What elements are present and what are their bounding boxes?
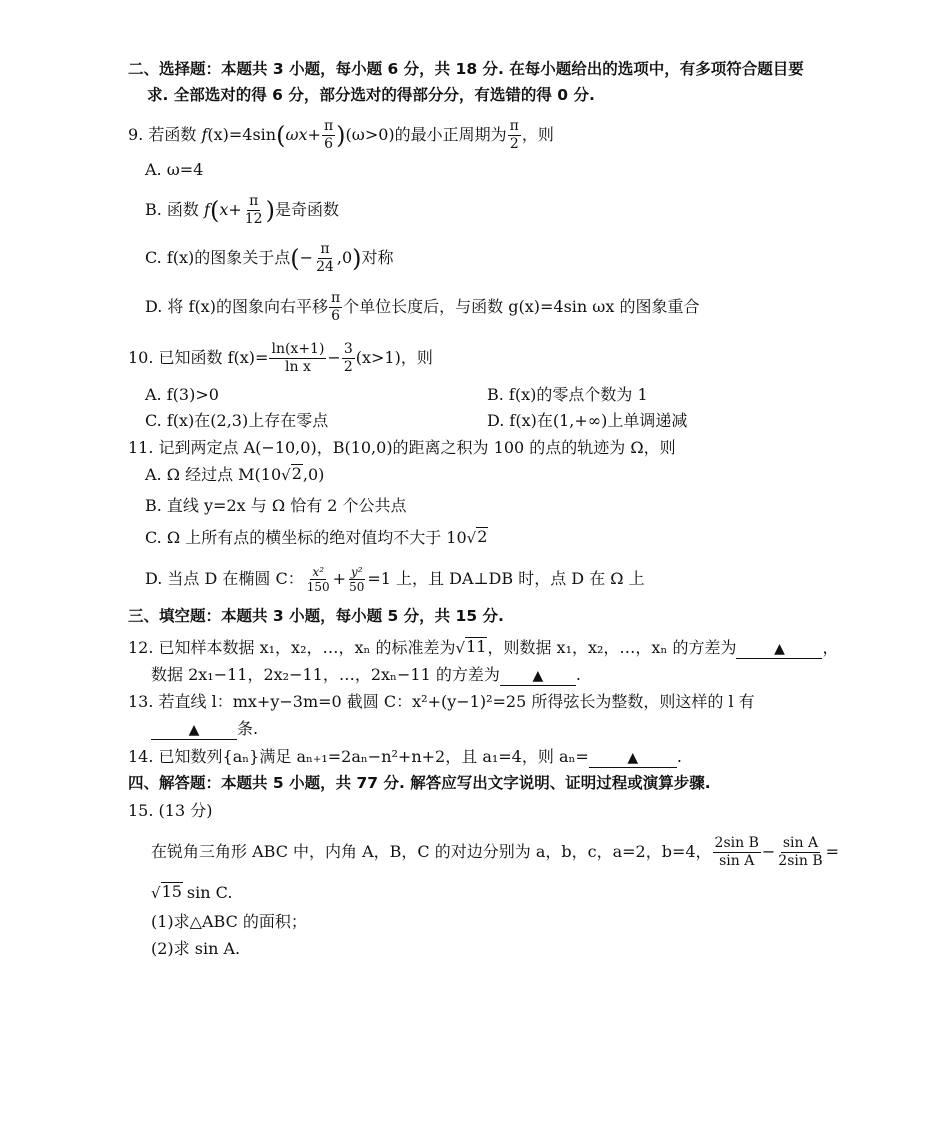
q9-option-b: B. 函数 f(x+ $\frac{\pi}{12}$ )是奇函数 [145,193,339,227]
question-14: 14. 已知数列{aₙ}满足 aₙ₊₁=2aₙ−n²+n+2，且 a₁=4，则 aₙ= ▲ . [128,747,682,766]
q12-sqrt: √ 11 [455,637,487,657]
question-15-stem-line1: 在锐角三角形 ABC 中，内角 A，B，C 的对边分别为 a，b，c，a=2，b=4， $\frac{\text{2sin B}}{\text{sin A}}$ − $\frac{\text{sin A}}{\text{2sin B}}$ = [151,835,840,869]
question-13-line1: 13. 若直线 l：mx+y−3m=0 截圆 C：x²+(y−1)²=25 所得弦长为整数，则这样的 l 有 [128,692,755,711]
section-2-header: 二、选择题：本题共 3 小题，每小题 6 分，共 18 分. 在每小题给出的选项中，有多项符合题目要 [128,60,804,78]
q12-answer-blank-2[interactable]: ▲ [500,666,576,686]
q11-option-d: D. 当点 D 在椭圆 C： $\frac{\text{x²}}{150}$ + $\frac{\text{y²}}{50}$ =1 上，且 DA⊥DB 时，点 D 在 Ω 上 [145,565,645,594]
q9-f: f [201,125,208,144]
question-15-score: 15. (13 分) [128,801,213,820]
q11d-frac-y: $\frac{\text{y²}}{50}$ [349,565,365,594]
q9-arg: ωx+ [285,125,321,144]
q11c-sqrt: √ 2 [466,527,488,547]
section-2-header-cont: 求. 全部选对的得 6 分，部分选对的得部分分，有选错的得 0 分. [147,86,595,104]
q15-frac-1: $\frac{\text{2sin B}}{\text{sin A}}$ [714,835,759,869]
question-10-stem: 10. 已知函数 f(x)= $\frac{\ln(x+1)}{\text{ln x}}$ − $\frac{3}{2}$ (x>1)，则 [128,341,433,375]
q11-option-c: C. Ω 上所有点的横坐标的绝对值均不大于 10 √ 2 [145,527,488,547]
q9-frac-pi-2: $\frac{\pi}{2}$ [509,118,519,152]
q12-answer-blank-1[interactable]: ▲ [736,639,822,659]
q14-answer-blank[interactable]: ▲ [589,748,677,768]
section-3-header: 三、填空题：本题共 3 小题，每小题 5 分，共 15 分. [128,607,504,625]
q9-rparen: ) [336,121,346,150]
q10-option-a: A. f(3)>0 [145,385,219,404]
q15-frac-2: $\frac{\text{sin A}}{\text{2sin B}}$ [778,835,823,869]
question-9-stem [128,118,554,153]
question-15-stem-line2: √ 15 sin C. [151,882,233,902]
q9-option-c: C. f(x)的图象关于点(− $\frac{\pi}{24}$ ,0)对称 [145,241,394,275]
question-13-line2: ▲ 条. [151,718,258,740]
question-11-stem: 11. 记到两定点 A(−10,0)，B(10,0)的距离之积为 100 的点的轨迹为 Ω，则 [128,438,676,457]
q9-prefix: 9. 若函数 [128,125,202,144]
q13-answer-blank[interactable]: ▲ [151,720,237,740]
q9-tail: ，则 [521,125,554,144]
q15-part-2: (2)求 sin A. [151,939,241,958]
section-4-header: 四、解答题：本题共 5 小题，共 77 分. 解答应写出文字说明、证明过程或演算步骤. [128,774,711,792]
q9d-frac: $\frac{\pi}{6}$ [330,290,341,324]
q11-option-a: A. Ω 经过点 M(10 √ 2 ,0) [145,464,325,484]
q9-option-a: A. ω=4 [145,160,204,179]
q10-frac-ln: $\frac{\ln(x+1)}{\text{ln x}}$ [271,341,325,375]
q10-option-d: D. f(x)在(1,+∞)上单调递减 [487,411,688,430]
q9c-frac: $\frac{\pi}{24}$ [316,241,334,275]
q11-option-b: B. 直线 y=2x 与 Ω 恰有 2 个公共点 [145,496,407,515]
q11d-frac-x: $\frac{\text{x²}}{150}$ [306,565,330,594]
q9b-frac: $\frac{\pi}{12}$ [244,193,263,227]
q15-sqrt: √ 15 [151,882,182,902]
q9-option-d: D. 将 f(x)的图象向右平移 $\frac{\pi}{6}$ 个单位长度后，与函数 g(x)=4sin ωx 的图象重合 [145,290,700,324]
q9-condition: (ω>0)的最小正周期为 [345,125,507,144]
q9-eq: (x)=4sin [207,125,277,144]
q9-frac-pi-6: $\frac{\pi}{6}$ [323,118,334,152]
q11a-sqrt: √ 2 [281,464,302,484]
question-12-line1: 12. 已知样本数据 x₁，x₂，…，xₙ 的标准差为 √ 11 ，则数据 x₁，x₂，…，xₙ 的方差为 ▲ ， [128,637,839,657]
q9-lparen: ( [276,121,286,150]
question-12-line2: 数据 2x₁−11，2x₂−11，…，2xₙ−11 的方差为 ▲ . [151,665,581,684]
q15-part-1: (1)求△ABC 的面积； [151,912,307,931]
q10-option-c: C. f(x)在(2,3)上存在零点 [145,411,329,430]
q10-option-b: B. f(x)的零点个数为 1 [487,385,648,404]
q10-frac-3-2: $\frac{3}{2}$ [343,341,353,375]
